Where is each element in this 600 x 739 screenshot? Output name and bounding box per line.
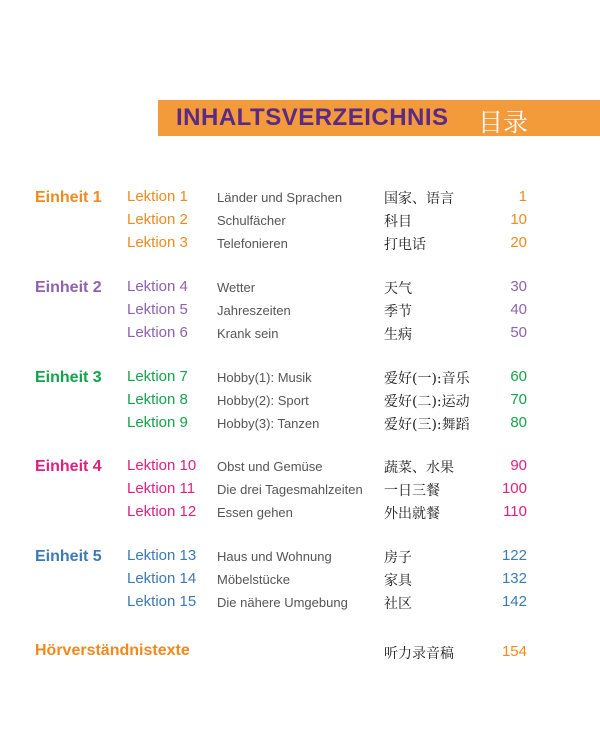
lesson-page: 30 [510, 278, 527, 295]
lesson-number: Lektion 5 [127, 301, 188, 318]
lesson-page: 40 [510, 301, 527, 318]
lesson-row[interactable] [0, 187, 600, 209]
lesson-title-german: Hobby(3): Tanzen [217, 416, 320, 431]
lesson-row[interactable] [0, 456, 600, 478]
lesson-title-german: Telefonieren [217, 236, 288, 251]
lesson-title-german: Essen gehen [217, 505, 293, 520]
lesson-title-chinese: 季节 [384, 304, 412, 320]
lesson-row[interactable] [0, 210, 600, 232]
lesson-number: Lektion 7 [127, 368, 188, 385]
lesson-title-chinese: 生病 [384, 327, 412, 343]
unit-label: Einheit 2 [35, 279, 102, 296]
lesson-title-chinese: 社区 [384, 596, 412, 612]
lesson-title-chinese: 打电话 [384, 237, 426, 253]
listening-chinese: 听力录音稿 [384, 646, 454, 662]
lesson-page: 122 [501, 547, 527, 564]
lesson-title-german: Die drei Tagesmahlzeiten [217, 482, 363, 497]
unit-label: Einheit 5 [35, 548, 102, 565]
lesson-page: 50 [510, 324, 527, 341]
lesson-title-german: Hobby(2): Sport [217, 393, 309, 408]
lesson-number: Lektion 3 [127, 234, 188, 251]
lesson-number: Lektion 13 [127, 547, 197, 564]
lesson-title-chinese: 外出就餐 [384, 506, 440, 522]
lesson-row[interactable] [0, 502, 600, 524]
lesson-row[interactable] [0, 546, 600, 568]
listening-label: Hörverständnistexte [35, 642, 190, 659]
lesson-page: 132 [501, 570, 527, 587]
lesson-title-chinese: 蔬菜、水果 [384, 460, 454, 476]
lesson-title-german: Schulfächer [217, 213, 286, 228]
lesson-row[interactable] [0, 592, 600, 614]
lesson-page: 70 [510, 391, 527, 408]
lesson-row[interactable] [0, 323, 600, 345]
lesson-number: Lektion 10 [127, 457, 197, 474]
unit-label: Einheit 4 [35, 458, 102, 475]
lesson-number: Lektion 14 [127, 570, 197, 587]
lesson-page: 20 [510, 234, 527, 251]
lesson-title-german: Haus und Wohnung [217, 549, 332, 564]
lesson-title-chinese: 天气 [384, 281, 412, 297]
lesson-title-german: Länder und Sprachen [217, 190, 343, 205]
lesson-row[interactable] [0, 569, 600, 591]
title-banner [158, 100, 600, 136]
lesson-number: Lektion 6 [127, 324, 188, 341]
lesson-row[interactable] [0, 233, 600, 255]
lesson-number: Lektion 9 [127, 414, 188, 431]
lesson-title-chinese: 家具 [384, 573, 412, 589]
toc-title-chinese: 目录 [478, 108, 529, 137]
lesson-title-german: Die nähere Umgebung [217, 595, 348, 610]
lesson-title-chinese: 一日三餐 [384, 483, 440, 499]
lesson-title-german: Möbelstücke [217, 572, 290, 587]
lesson-page: 60 [510, 368, 527, 385]
unit-label: Einheit 1 [35, 189, 102, 206]
lesson-title-german: Obst und Gemüse [217, 459, 323, 474]
lesson-title-chinese: 国家、语言 [384, 191, 454, 207]
lesson-title-german: Jahreszeiten [217, 303, 291, 318]
lesson-page: 142 [501, 593, 527, 610]
toc-title: INHALTSVERZEICHNIS [176, 104, 449, 131]
lesson-number: Lektion 2 [127, 211, 188, 228]
lesson-title-chinese: 爱好(一):音乐 [384, 371, 470, 387]
lesson-page: 110 [503, 503, 527, 520]
lesson-number: Lektion 12 [127, 503, 197, 520]
lesson-row[interactable] [0, 367, 600, 389]
unit-label: Einheit 3 [35, 369, 102, 386]
lesson-number: Lektion 8 [127, 391, 188, 408]
lesson-page: 80 [510, 414, 527, 431]
lesson-page: 90 [510, 457, 527, 474]
lesson-row[interactable] [0, 390, 600, 412]
lesson-title-chinese: 科目 [384, 214, 412, 230]
lesson-title-german: Hobby(1): Musik [217, 370, 312, 385]
lesson-title-chinese: 爱好(二):运动 [384, 394, 470, 410]
lesson-title-chinese: 爱好(三):舞蹈 [384, 417, 470, 433]
lesson-number: Lektion 15 [127, 593, 197, 610]
lesson-number: Lektion 11 [127, 480, 196, 497]
lesson-page: 10 [510, 211, 527, 228]
listening-page: 154 [501, 643, 527, 660]
lesson-row[interactable] [0, 413, 600, 435]
lesson-title-chinese: 房子 [384, 550, 412, 566]
lesson-page: 100 [501, 480, 527, 497]
lesson-title-german: Wetter [217, 280, 256, 295]
lesson-page: 1 [518, 188, 527, 205]
lesson-title-german: Krank sein [217, 326, 279, 341]
lesson-number: Lektion 4 [127, 278, 188, 295]
lesson-number: Lektion 1 [127, 188, 188, 205]
lesson-row[interactable] [0, 277, 600, 299]
lesson-row[interactable] [0, 479, 600, 501]
lesson-row[interactable] [0, 300, 600, 322]
